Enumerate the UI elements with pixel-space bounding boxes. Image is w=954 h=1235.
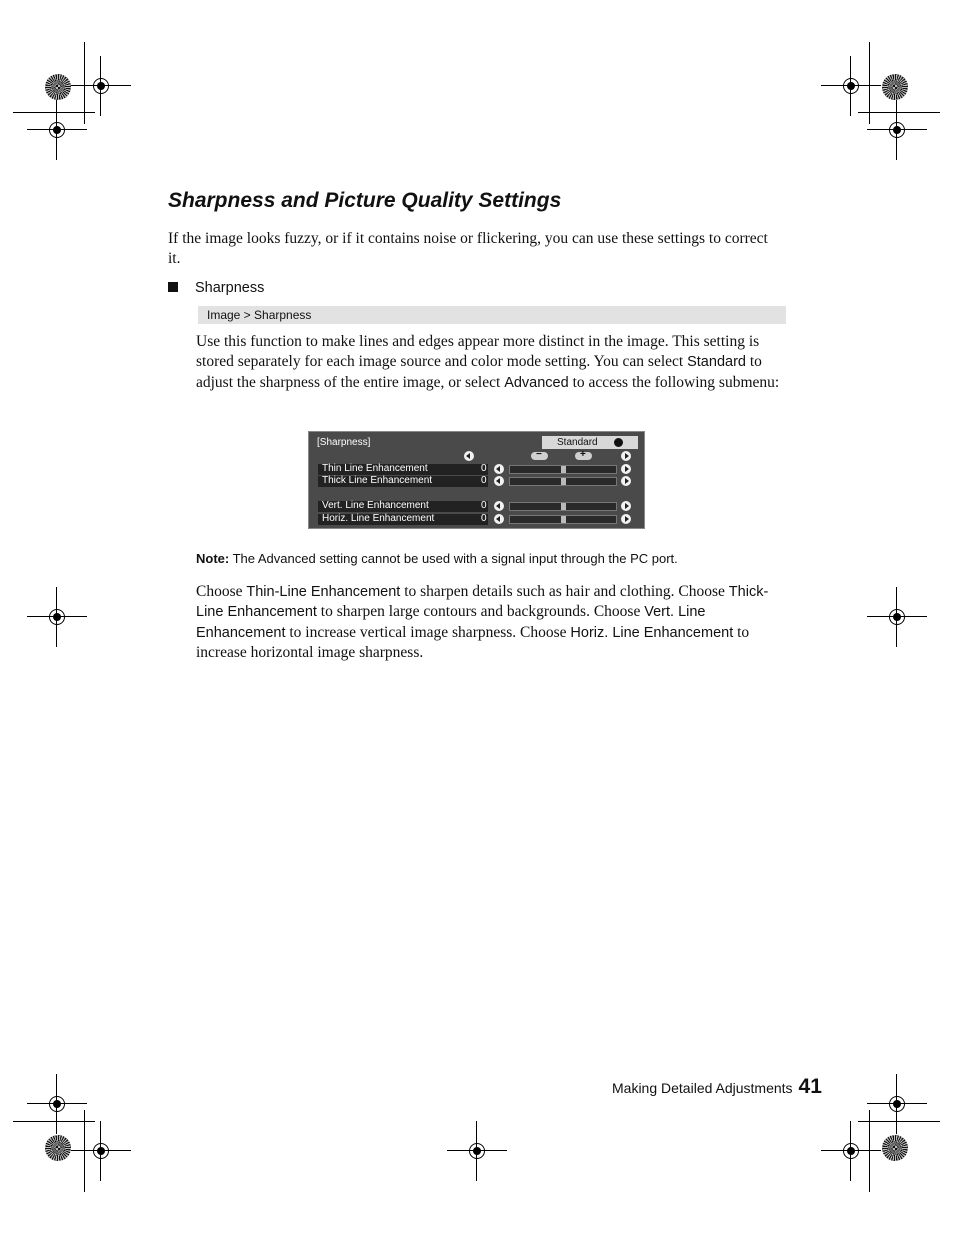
left-arrow-icon bbox=[494, 501, 504, 511]
osd-minus-button bbox=[531, 449, 548, 460]
section-heading: Sharpness and Picture Quality Settings bbox=[168, 189, 562, 212]
choose-paragraph bbox=[196, 582, 788, 664]
note bbox=[196, 551, 678, 566]
osd-plus-button bbox=[575, 449, 592, 460]
right-arrow-icon bbox=[621, 476, 631, 486]
osd-row bbox=[318, 464, 638, 475]
color-target-bottom-right-icon bbox=[882, 1135, 908, 1161]
osd-row-name: Thin Line Enhancement bbox=[322, 463, 428, 474]
osd-slider-track bbox=[509, 515, 617, 524]
body-text: Use this function to make lines and edges appear more distinct in the image. This setting is stored separately for each image source and color mode setting. You can select bbox=[196, 333, 760, 371]
osd-row bbox=[318, 476, 638, 487]
right-arrow-icon bbox=[621, 451, 631, 461]
registration-mark-icon bbox=[27, 100, 87, 160]
osd-slider-track bbox=[509, 465, 617, 474]
sharpness-description bbox=[196, 332, 788, 393]
right-arrow-icon bbox=[621, 514, 631, 524]
bullet-square-icon bbox=[168, 282, 178, 292]
osd-row bbox=[318, 514, 638, 525]
thin-line-term: Thin-Line Enhancement bbox=[246, 584, 401, 600]
osd-title: [Sharpness] bbox=[317, 437, 371, 448]
footer-section-title: Making Detailed Adjustments bbox=[612, 1080, 793, 1096]
left-arrow-icon bbox=[464, 451, 474, 461]
color-target-bottom-left-icon bbox=[45, 1135, 71, 1161]
right-arrow-icon bbox=[621, 464, 631, 474]
osd-row-name: Vert. Line Enhancement bbox=[322, 500, 429, 511]
note-text: The Advanced setting cannot be used with a signal input through the PC port. bbox=[229, 551, 678, 566]
bullet-label: Sharpness bbox=[195, 280, 265, 296]
note-label: Note: bbox=[196, 551, 230, 566]
page-footer bbox=[612, 1075, 822, 1099]
enter-icon bbox=[614, 438, 623, 447]
body-text: to sharpen details such as hair and clothing. Choose bbox=[400, 583, 729, 600]
osd-slider-track bbox=[509, 502, 617, 511]
registration-mark-icon bbox=[821, 1121, 881, 1181]
registration-mark-icon bbox=[71, 1121, 131, 1181]
body-text: to access the following submenu: bbox=[568, 373, 780, 391]
osd-row-name: Thick Line Enhancement bbox=[322, 475, 433, 486]
page-number: 41 bbox=[798, 1075, 822, 1098]
osd-row-value: 0 bbox=[481, 475, 487, 486]
osd-row-name: Horiz. Line Enhancement bbox=[322, 513, 435, 524]
osd-slider-thumb bbox=[561, 466, 566, 473]
body-text: Choose bbox=[196, 583, 247, 600]
bullet-item-sharpness bbox=[168, 280, 264, 296]
osd-row-value: 0 bbox=[481, 463, 487, 474]
osd-slider-thumb bbox=[561, 516, 566, 523]
sharpness-menu-screenshot bbox=[308, 431, 645, 529]
right-arrow-icon bbox=[621, 501, 631, 511]
osd-slider-thumb bbox=[561, 478, 566, 485]
menu-path-bar bbox=[198, 306, 786, 324]
left-arrow-icon bbox=[494, 476, 504, 486]
menu-path-text: Image > Sharpness bbox=[207, 308, 312, 322]
registration-mark-icon bbox=[867, 587, 927, 647]
osd-row-value: 0 bbox=[481, 500, 487, 511]
osd-row-value: 0 bbox=[481, 513, 487, 524]
vert-line-term: Vert. Line Enhancement bbox=[196, 604, 706, 641]
registration-mark-icon bbox=[867, 100, 927, 160]
advanced-term: Advanced bbox=[504, 374, 569, 391]
intro-paragraph: If the image looks fuzzy, or if it contains noise or flickering, you can use these settings to correct it. bbox=[168, 230, 768, 267]
registration-mark-icon bbox=[27, 587, 87, 647]
color-target-top-left-icon bbox=[45, 74, 71, 100]
thick-line-term: Thick-Line Enhancement bbox=[196, 584, 769, 621]
horiz-line-term: Horiz. Line Enhancement bbox=[570, 624, 734, 641]
osd-slider-track bbox=[509, 477, 617, 486]
osd-mode-selector bbox=[542, 436, 638, 449]
registration-mark-icon bbox=[447, 1121, 507, 1181]
osd-row bbox=[318, 501, 638, 512]
body-text: to adjust the sharpness of the entire image, or select bbox=[196, 353, 762, 391]
left-arrow-icon bbox=[494, 464, 504, 474]
plus-label: + bbox=[580, 449, 586, 460]
body-text: to increase vertical image sharpness. Choose bbox=[285, 623, 571, 641]
minus-label: − bbox=[536, 449, 542, 460]
left-arrow-icon bbox=[494, 514, 504, 524]
body-text: to sharpen large contours and backgrounds. Choose bbox=[316, 603, 645, 621]
osd-slider-thumb bbox=[561, 503, 566, 510]
standard-term: Standard bbox=[687, 354, 746, 371]
color-target-top-right-icon bbox=[882, 74, 908, 100]
osd-mode-label: Standard bbox=[557, 437, 598, 448]
body-text: to increase horizontal image sharpness. bbox=[196, 623, 750, 662]
